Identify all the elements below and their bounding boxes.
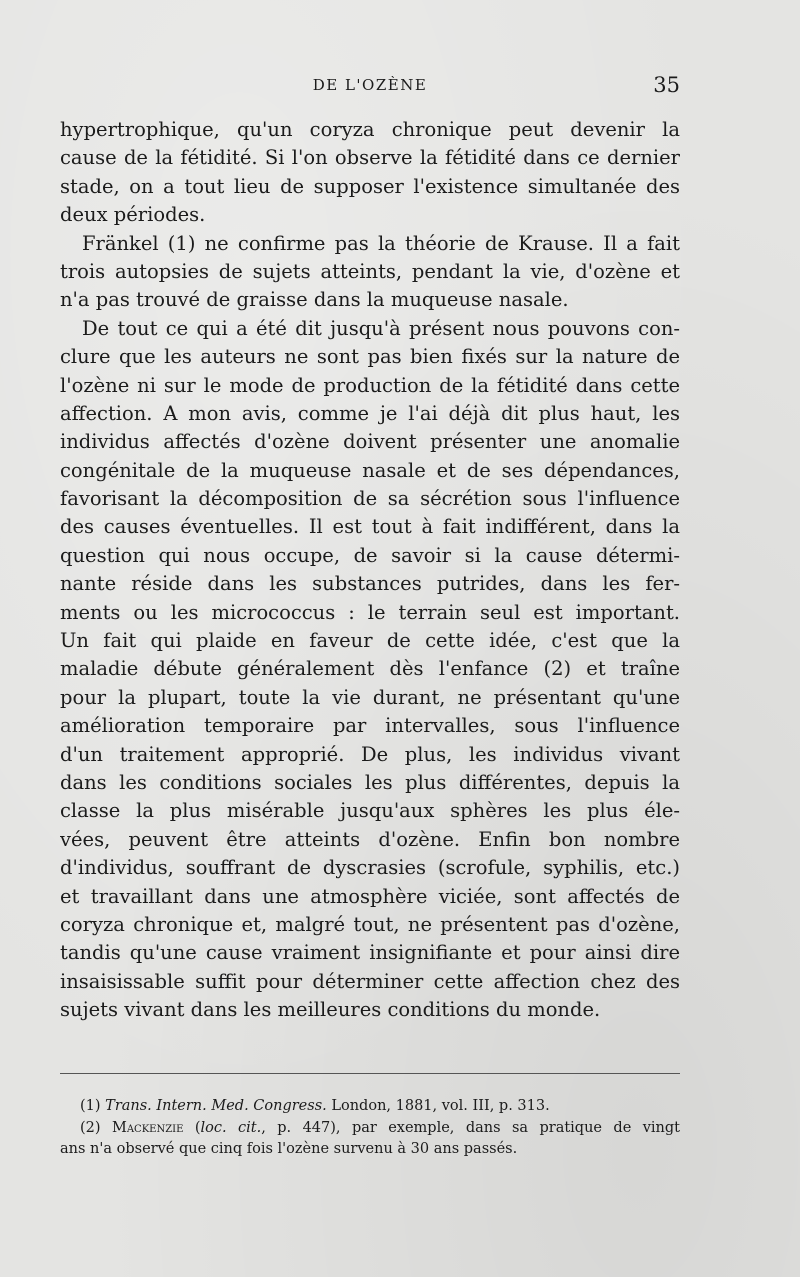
body-text bbox=[60, 116, 680, 1025]
text-line: coryza chronique et, malgré tout, ne présentent pas d'ozène, bbox=[60, 912, 680, 936]
text-line: insaisissable suffit pour déterminer cette affection chez des bbox=[60, 969, 680, 993]
footnote-marker: (1) bbox=[80, 1098, 101, 1114]
page-header bbox=[60, 73, 680, 102]
running-title: DE L'OZÈNE bbox=[312, 76, 428, 94]
text-line: affection. A mon avis, comme je l'ai déjà dit plus haut, les bbox=[60, 401, 680, 425]
text-line: hypertrophique, qu'un coryza chronique peut devenir la bbox=[60, 118, 680, 141]
text-line: trois autopsies de sujets atteints, pendant la vie, d'ozène et bbox=[60, 259, 680, 283]
footnote-2-continuation: ans n'a observé que cinq fois l'ozène survenu à 30 ans passés. bbox=[60, 1141, 518, 1157]
text-line: congénitale de la muqueuse nasale et de ses dépendances, bbox=[60, 458, 680, 482]
footnote-separator bbox=[60, 1073, 680, 1074]
text-line: individus affectés d'ozène doivent présenter une anomalie bbox=[60, 430, 680, 454]
footnote-marker: (2) bbox=[80, 1119, 101, 1136]
footnote-2: (2) Mackenzie (loc. cit., p. 447), par exemple, dans sa pratique de vingt bbox=[80, 1119, 680, 1136]
text-line: ments ou les micrococcus : le terrain seul est important. bbox=[60, 600, 680, 624]
text-line: vées, peuvent être atteints d'ozène. Enfin bon nombre bbox=[60, 827, 680, 851]
text-line: n'a pas trouvé de graisse dans la muqueuse nasale. bbox=[60, 288, 569, 312]
text-line: dans les conditions sociales les plus différentes, depuis la bbox=[60, 770, 680, 794]
footnote-author: Mackenzie bbox=[111, 1119, 184, 1136]
text-line: d'un traitement approprié. De plus, les individus vivant bbox=[60, 742, 680, 766]
text-line: classe la plus misérable jusqu'aux sphères les plus éle- bbox=[60, 799, 680, 823]
text-line: clure que les auteurs ne sont pas bien fixés sur la nature de bbox=[60, 345, 680, 369]
text-line: nante réside dans les substances putrides, dans les fer- bbox=[60, 572, 680, 596]
footnote-citation: loc. cit. bbox=[200, 1119, 262, 1136]
text-line: favorisant la décomposition de sa sécrétion sous l'influence bbox=[60, 487, 680, 511]
footnote-text: , p. 447), par exemple, dans sa pratique de vingt bbox=[261, 1119, 680, 1136]
text-line: De tout ce qui a été dit jusqu'à présent nous pouvons con- bbox=[82, 316, 680, 340]
footnotes bbox=[60, 1096, 680, 1161]
text-line: Fränkel (1) ne confirme pas la théorie de Krause. Il a fait bbox=[82, 231, 680, 255]
text-line: amélioration temporaire par intervalles, sous l'influence bbox=[60, 714, 680, 738]
text-line: stade, on a tout lieu de supposer l'existence simultanée des bbox=[60, 174, 680, 198]
text-line: d'individus, souffrant de dyscrasies (scrofule, syphilis, etc.) bbox=[60, 856, 680, 880]
page-number: 35 bbox=[653, 73, 680, 97]
text-line: pour la plupart, toute la vie durant, ne présentant qu'une bbox=[60, 685, 680, 709]
footnote-1 bbox=[60, 1096, 680, 1118]
text-line: des causes éventuelles. Il est tout à fait indifférent, dans la bbox=[60, 515, 680, 539]
text-line: sujets vivant dans les meilleures conditions du monde. bbox=[60, 998, 601, 1022]
text-line: l'ozène ni sur le mode de production de la fétidité dans cette bbox=[60, 373, 680, 397]
text-line: cause de la fétidité. Si l'on observe la fétidité dans ce dernier bbox=[60, 146, 680, 170]
text-line: question qui nous occupe, de savoir si la cause détermi- bbox=[60, 543, 680, 567]
text-line: maladie débute généralement dès l'enfance (2) et traîne bbox=[60, 657, 680, 681]
footnote-source-title: Trans. Intern. Med. Congress. bbox=[105, 1098, 327, 1114]
footnote-text: London, 1881, vol. III, p. 313. bbox=[326, 1098, 550, 1114]
text-line: Un fait qui plaide en faveur de cette idée, c'est que la bbox=[60, 629, 680, 653]
text-line: deux périodes. bbox=[60, 203, 206, 227]
text-line: et travaillant dans une atmosphère viciée, sont affectés de bbox=[60, 884, 680, 908]
text-line: tandis qu'une cause vraiment insignifiante et pour ainsi dire bbox=[60, 941, 680, 965]
